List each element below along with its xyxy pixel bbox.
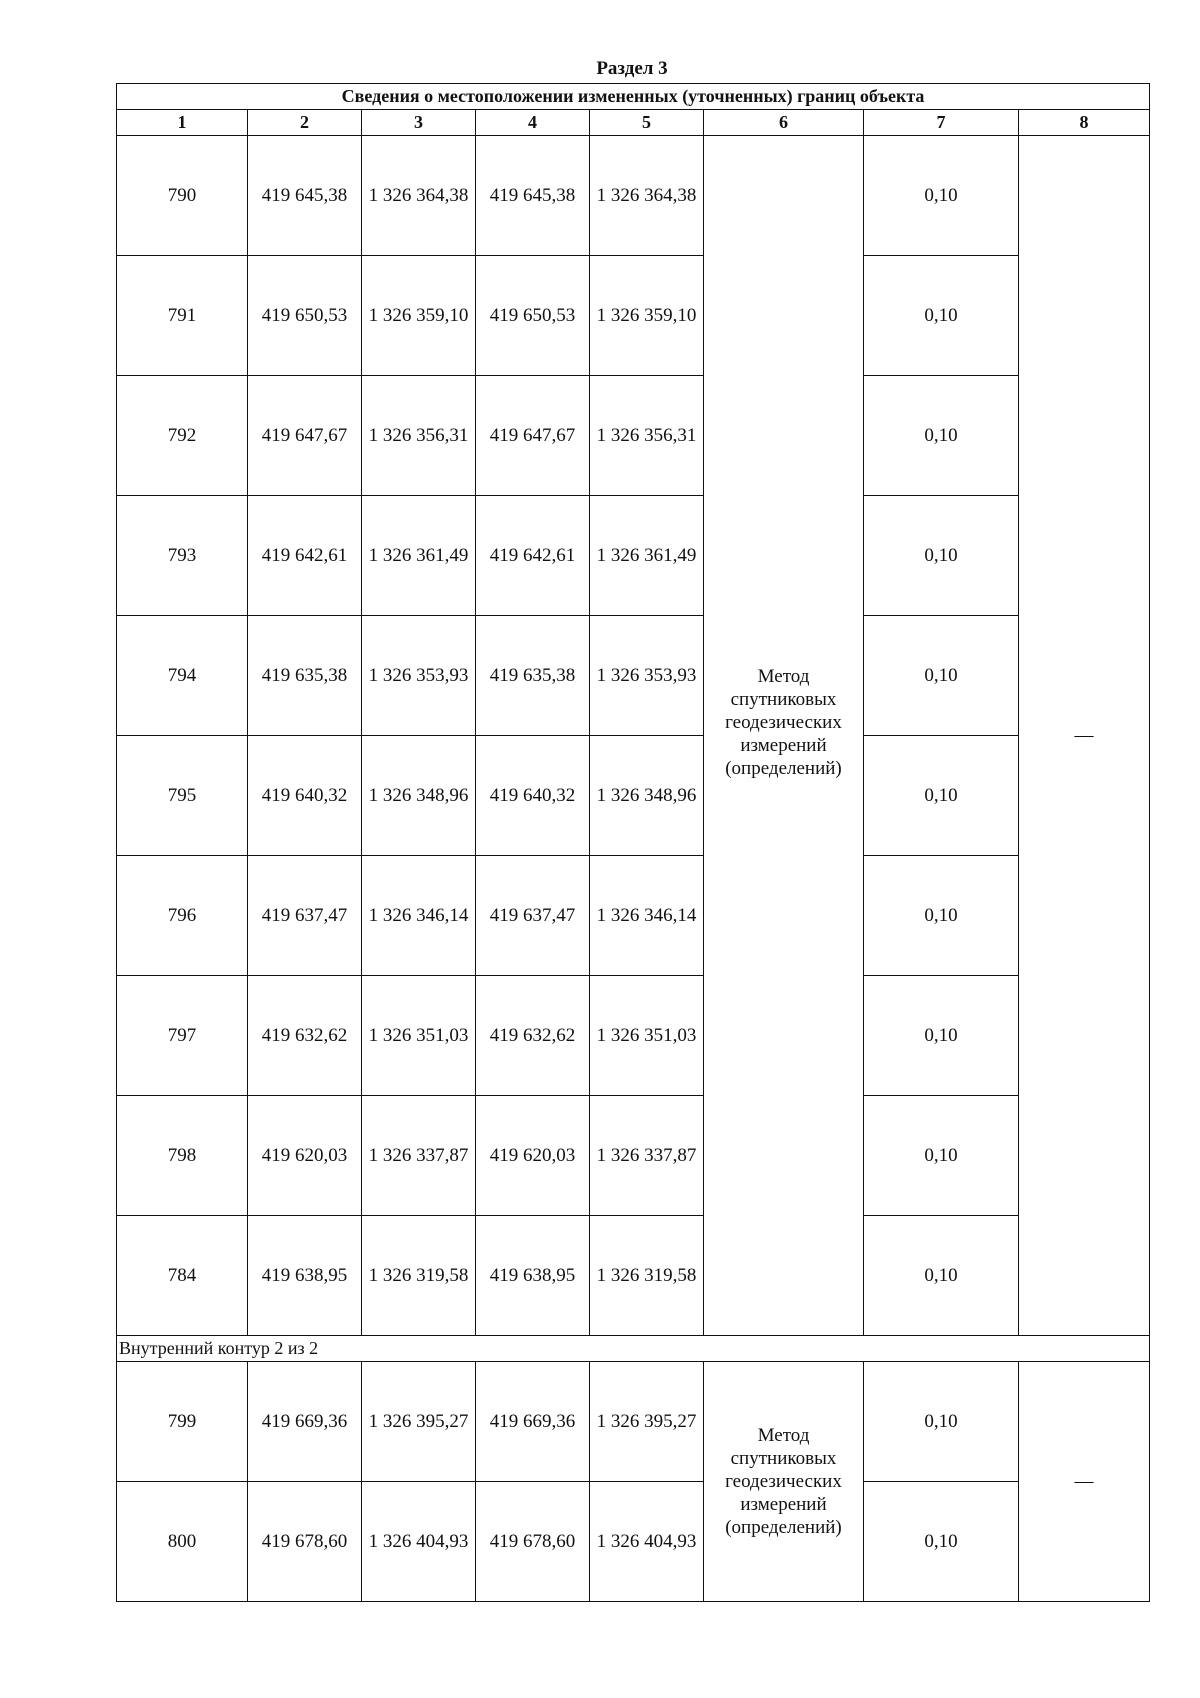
new-x-cell: 419 640,32	[476, 736, 590, 856]
new-x-cell: 419 647,67	[476, 376, 590, 496]
new-y-cell: 1 326 359,10	[590, 256, 704, 376]
accuracy-cell: 0,10	[864, 736, 1019, 856]
contour-row	[117, 1336, 1150, 1362]
note-cell: —	[1019, 136, 1150, 1336]
table-row	[117, 136, 1150, 256]
accuracy-cell: 0,10	[864, 256, 1019, 376]
method-cell: Метод спутниковых геодезических измерений (определений)	[704, 1362, 864, 1602]
existing-y-cell: 1 326 353,93	[362, 616, 476, 736]
table-title: Сведения о местоположении измененных (уточненных) границ объекта	[117, 84, 1150, 110]
point-number-cell: 791	[117, 256, 248, 376]
accuracy-cell: 0,10	[864, 856, 1019, 976]
column-header-row	[117, 110, 1150, 136]
accuracy-cell: 0,10	[864, 1362, 1019, 1482]
accuracy-cell: 0,10	[864, 976, 1019, 1096]
accuracy-cell: 0,10	[864, 136, 1019, 256]
table-row	[117, 496, 1150, 616]
new-x-cell: 419 638,95	[476, 1216, 590, 1336]
existing-y-cell: 1 326 361,49	[362, 496, 476, 616]
existing-y-cell: 1 326 359,10	[362, 256, 476, 376]
column-header: 5	[590, 110, 704, 136]
column-header: 7	[864, 110, 1019, 136]
table-row	[117, 616, 1150, 736]
existing-x-cell: 419 640,32	[248, 736, 362, 856]
point-number-cell: 797	[117, 976, 248, 1096]
table-row	[117, 376, 1150, 496]
note-cell: —	[1019, 1362, 1150, 1602]
new-x-cell: 419 635,38	[476, 616, 590, 736]
new-x-cell: 419 678,60	[476, 1482, 590, 1602]
point-number-cell: 798	[117, 1096, 248, 1216]
point-number-cell: 800	[117, 1482, 248, 1602]
new-x-cell: 419 642,61	[476, 496, 590, 616]
new-x-cell: 419 645,38	[476, 136, 590, 256]
table-row	[117, 1362, 1150, 1482]
new-x-cell: 419 650,53	[476, 256, 590, 376]
section-title: Раздел 3	[596, 58, 668, 79]
existing-y-cell: 1 326 364,38	[362, 136, 476, 256]
point-number-cell: 796	[117, 856, 248, 976]
new-y-cell: 1 326 361,49	[590, 496, 704, 616]
existing-x-cell: 419 647,67	[248, 376, 362, 496]
table-row	[117, 736, 1150, 856]
method-cell: Метод спутниковых геодезических измерений (определений)	[704, 136, 864, 1336]
existing-x-cell: 419 635,38	[248, 616, 362, 736]
point-number-cell: 793	[117, 496, 248, 616]
existing-x-cell: 419 645,38	[248, 136, 362, 256]
existing-x-cell: 419 650,53	[248, 256, 362, 376]
existing-x-cell: 419 620,03	[248, 1096, 362, 1216]
new-y-cell: 1 326 353,93	[590, 616, 704, 736]
point-number-cell: 790	[117, 136, 248, 256]
existing-x-cell: 419 669,36	[248, 1362, 362, 1482]
accuracy-cell: 0,10	[864, 376, 1019, 496]
existing-y-cell: 1 326 356,31	[362, 376, 476, 496]
point-number-cell: 794	[117, 616, 248, 736]
existing-x-cell: 419 678,60	[248, 1482, 362, 1602]
existing-y-cell: 1 326 404,93	[362, 1482, 476, 1602]
boundary-coordinates-table	[116, 83, 1150, 1602]
point-number-cell: 792	[117, 376, 248, 496]
existing-y-cell: 1 326 337,87	[362, 1096, 476, 1216]
column-header: 6	[704, 110, 864, 136]
accuracy-cell: 0,10	[864, 616, 1019, 736]
accuracy-cell: 0,10	[864, 1216, 1019, 1336]
table-row	[117, 856, 1150, 976]
accuracy-cell: 0,10	[864, 496, 1019, 616]
point-number-cell: 799	[117, 1362, 248, 1482]
table-row	[117, 1482, 1150, 1602]
new-x-cell: 419 669,36	[476, 1362, 590, 1482]
column-header: 1	[117, 110, 248, 136]
existing-y-cell: 1 326 395,27	[362, 1362, 476, 1482]
point-number-cell: 795	[117, 736, 248, 856]
table-row	[117, 1216, 1150, 1336]
existing-x-cell: 419 632,62	[248, 976, 362, 1096]
existing-y-cell: 1 326 346,14	[362, 856, 476, 976]
table-row	[117, 256, 1150, 376]
existing-x-cell: 419 642,61	[248, 496, 362, 616]
new-y-cell: 1 326 346,14	[590, 856, 704, 976]
column-header: 2	[248, 110, 362, 136]
new-y-cell: 1 326 356,31	[590, 376, 704, 496]
column-header: 4	[476, 110, 590, 136]
column-header: 3	[362, 110, 476, 136]
new-y-cell: 1 326 337,87	[590, 1096, 704, 1216]
accuracy-cell: 0,10	[864, 1096, 1019, 1216]
new-y-cell: 1 326 351,03	[590, 976, 704, 1096]
existing-x-cell: 419 637,47	[248, 856, 362, 976]
new-y-cell: 1 326 319,58	[590, 1216, 704, 1336]
new-x-cell: 419 620,03	[476, 1096, 590, 1216]
new-x-cell: 419 637,47	[476, 856, 590, 976]
new-y-cell: 1 326 348,96	[590, 736, 704, 856]
contour-label: Внутренний контур 2 из 2	[117, 1336, 1150, 1362]
table-row	[117, 976, 1150, 1096]
point-number-cell: 784	[117, 1216, 248, 1336]
table-row	[117, 1096, 1150, 1216]
new-y-cell: 1 326 364,38	[590, 136, 704, 256]
new-y-cell: 1 326 404,93	[590, 1482, 704, 1602]
accuracy-cell: 0,10	[864, 1482, 1019, 1602]
new-x-cell: 419 632,62	[476, 976, 590, 1096]
existing-x-cell: 419 638,95	[248, 1216, 362, 1336]
existing-y-cell: 1 326 319,58	[362, 1216, 476, 1336]
new-y-cell: 1 326 395,27	[590, 1362, 704, 1482]
existing-y-cell: 1 326 351,03	[362, 976, 476, 1096]
existing-y-cell: 1 326 348,96	[362, 736, 476, 856]
column-header: 8	[1019, 110, 1150, 136]
